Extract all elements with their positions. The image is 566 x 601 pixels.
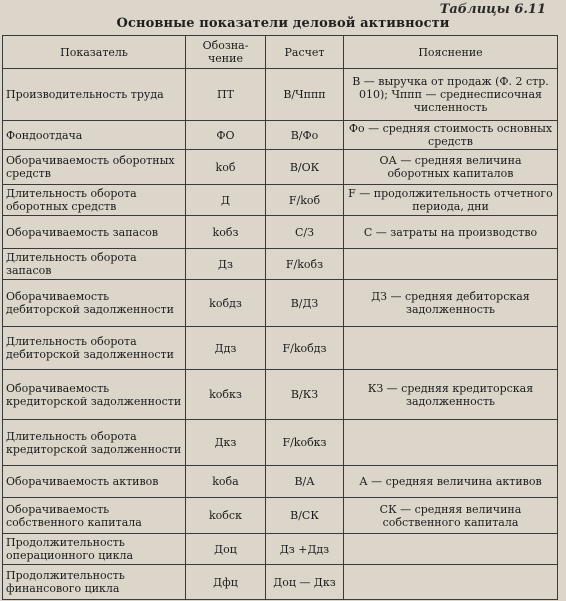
table-row — [3, 69, 558, 121]
designation-cell: ФО — [186, 121, 266, 150]
calculation-cell: В/ОК — [266, 150, 344, 185]
indicator-cell: Оборачиваемость дебиторской задолженности — [3, 280, 186, 327]
table-row — [3, 150, 558, 185]
table-row — [3, 327, 558, 370]
table-row — [3, 185, 558, 216]
table-row — [3, 370, 558, 420]
table-row — [3, 534, 558, 565]
calculation-cell: В/СК — [266, 498, 344, 534]
calculation-cell: В/А — [266, 466, 344, 498]
header-calculation: Расчет — [266, 36, 344, 69]
designation-cell: kобдз — [186, 280, 266, 327]
table-row — [3, 420, 558, 466]
calculation-cell: F/kобкз — [266, 420, 344, 466]
table-title: Основные показатели деловой активности — [116, 16, 450, 31]
explanation-cell: СК — средняя величина собственного капитала — [344, 498, 558, 534]
designation-cell: kобск — [186, 498, 266, 534]
explanation-cell: С — затраты на производство — [344, 216, 558, 249]
explanation-cell — [344, 327, 558, 370]
explanation-cell — [344, 420, 558, 466]
indicator-cell: Длительность оборота кредиторской задолженности — [3, 420, 186, 466]
calculation-cell: F/kобдз — [266, 327, 344, 370]
header-indicator: Показатель — [3, 36, 186, 69]
calculation-cell: В/Чппп — [266, 69, 344, 121]
indicator-cell: Продолжительность финансового цикла — [3, 565, 186, 600]
header-designation: Обозна-чение — [186, 36, 266, 69]
indicator-cell: Длительность оборота запасов — [3, 249, 186, 280]
calculation-cell: F/kобз — [266, 249, 344, 280]
table-row — [3, 565, 558, 600]
designation-cell: Дфц — [186, 565, 266, 600]
table-row — [3, 466, 558, 498]
explanation-cell: ОА — средняя величина оборотных капиталов — [344, 150, 558, 185]
calculation-cell: С/З — [266, 216, 344, 249]
calculation-cell: Доц — Дкз — [266, 565, 344, 600]
designation-cell: ПТ — [186, 69, 266, 121]
business-activity-table — [2, 35, 558, 600]
indicator-cell: Оборачиваемость собственного капитала — [3, 498, 186, 534]
indicator-cell: Оборачиваемость активов — [3, 466, 186, 498]
indicator-cell: Оборачиваемость оборотных средств — [3, 150, 186, 185]
designation-cell: kобкз — [186, 370, 266, 420]
indicator-cell: Производительность труда — [3, 69, 186, 121]
indicator-cell: Оборачиваемость кредиторской задолженности — [3, 370, 186, 420]
indicator-cell: Длительность оборота оборотных средств — [3, 185, 186, 216]
table-row — [3, 498, 558, 534]
designation-cell: Дкз — [186, 420, 266, 466]
indicator-cell: Длительность оборота дебиторской задолженности — [3, 327, 186, 370]
designation-cell: kоб — [186, 150, 266, 185]
designation-cell: Ддз — [186, 327, 266, 370]
table-row — [3, 216, 558, 249]
explanation-cell — [344, 565, 558, 600]
explanation-cell: F — продолжительность отчетного периода, дни — [344, 185, 558, 216]
indicator-cell: Фондоотдача — [3, 121, 186, 150]
indicator-cell: Продолжительность операционного цикла — [3, 534, 186, 565]
explanation-cell — [344, 249, 558, 280]
designation-cell: kобз — [186, 216, 266, 249]
calculation-cell: В/Фо — [266, 121, 344, 150]
table-row — [3, 121, 558, 150]
table-row — [3, 280, 558, 327]
designation-cell: kоба — [186, 466, 266, 498]
calculation-cell: В/КЗ — [266, 370, 344, 420]
explanation-cell: ДЗ — средняя дебиторская задолженность — [344, 280, 558, 327]
table-row — [3, 249, 558, 280]
calculation-cell: F/kоб — [266, 185, 344, 216]
table-number-label: Таблицы 6.11 — [439, 2, 546, 17]
header-explanation: Пояснение — [344, 36, 558, 69]
explanation-cell: Фо — средняя стоимость основных средств — [344, 121, 558, 150]
explanation-cell: КЗ — средняя кредиторская задолженность — [344, 370, 558, 420]
designation-cell: Д — [186, 185, 266, 216]
header-row — [3, 36, 558, 69]
explanation-cell — [344, 534, 558, 565]
indicator-cell: Оборачиваемость запасов — [3, 216, 186, 249]
calculation-cell: В/ДЗ — [266, 280, 344, 327]
designation-cell: Доц — [186, 534, 266, 565]
designation-cell: Дз — [186, 249, 266, 280]
calculation-cell: Дз +Ддз — [266, 534, 344, 565]
explanation-cell: А — средняя величина активов — [344, 466, 558, 498]
explanation-cell: В — выручка от продаж (Ф. 2 стр. 010); Чппп — среднесписочная численность — [344, 69, 558, 121]
